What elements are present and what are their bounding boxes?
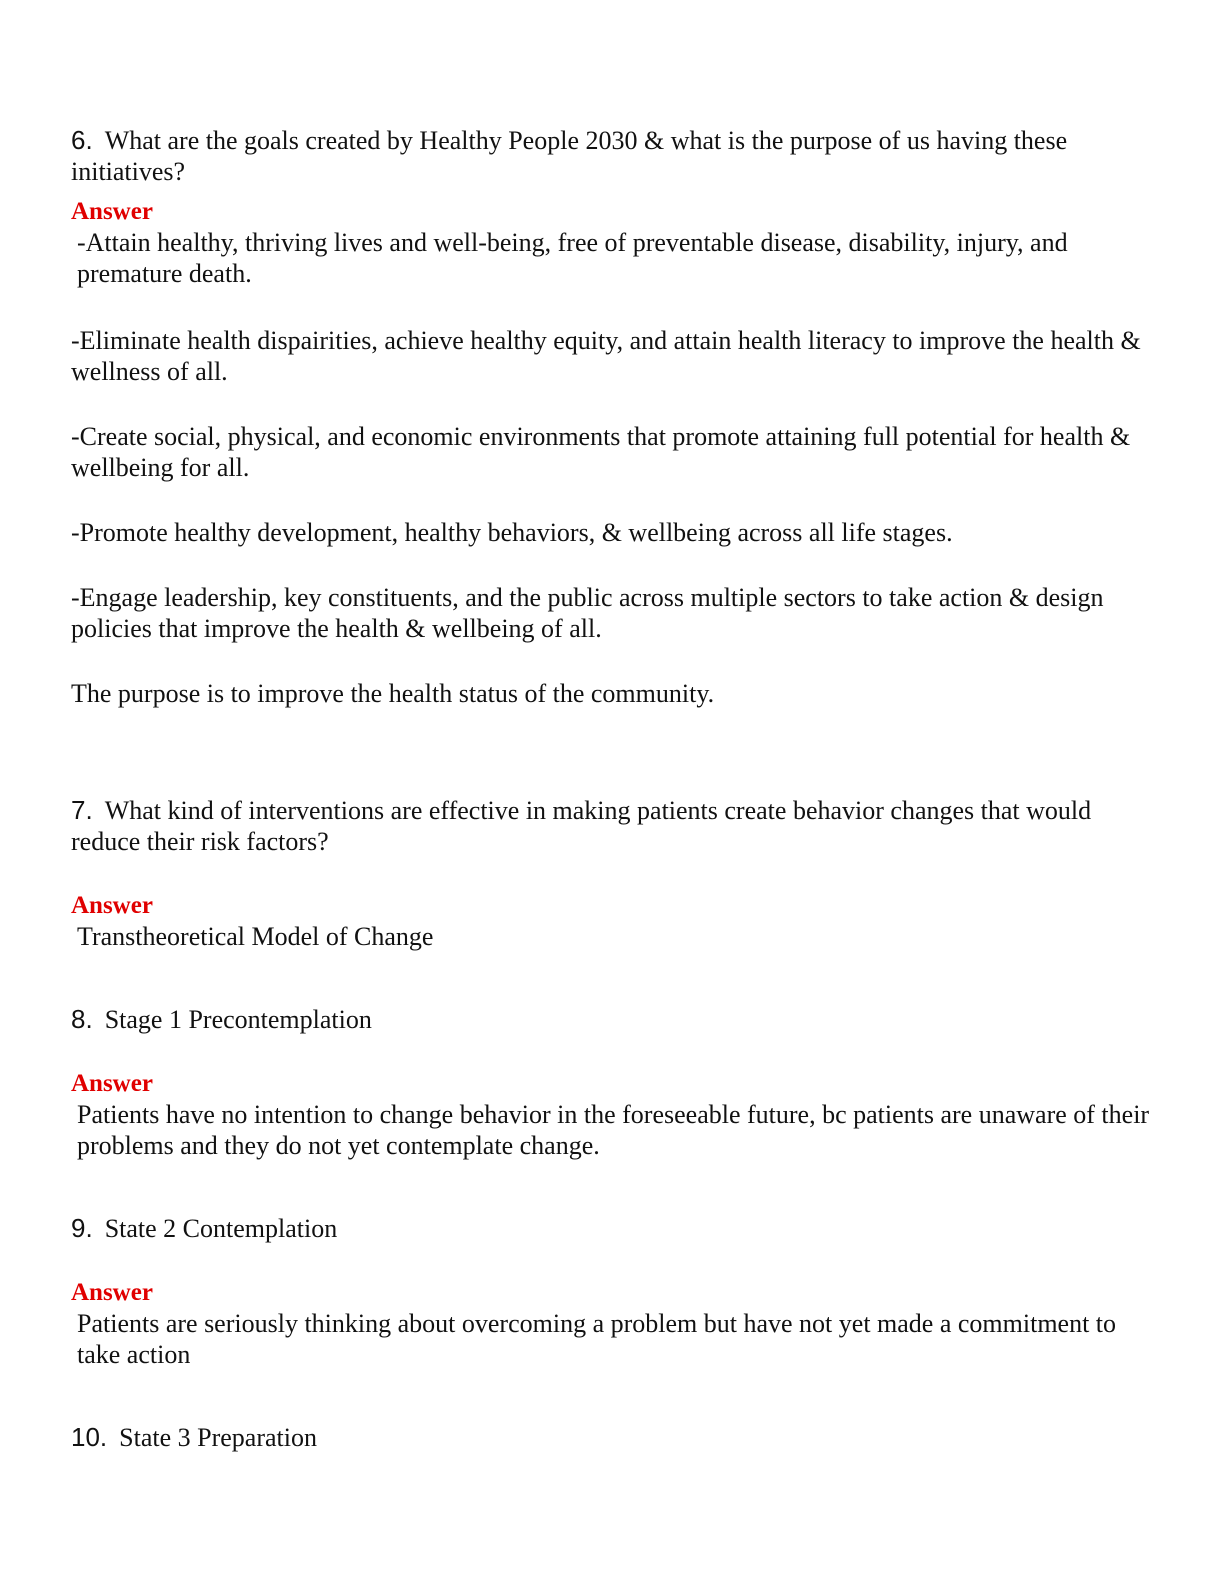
question-7 bbox=[71, 795, 1151, 952]
answer-paragraph: -Eliminate health dispairities, achieve healthy equity, and attain health literacy to improve the health & wellness of all. bbox=[71, 326, 1141, 386]
answer-label: Answer bbox=[71, 1279, 153, 1306]
question-6 bbox=[71, 125, 1151, 709]
document-page bbox=[71, 125, 1151, 1453]
answer-paragraph: Patients are seriously thinking about overcoming a problem but have not yet made a commitment to take action bbox=[77, 1309, 1117, 1369]
answer-label: Answer bbox=[71, 892, 153, 919]
question-number: 6. bbox=[71, 125, 93, 155]
answer-paragraph: -Promote healthy development, healthy behaviors, & wellbeing across all life stages. bbox=[71, 518, 953, 547]
question-10 bbox=[71, 1422, 1151, 1453]
question-8 bbox=[71, 1004, 1151, 1161]
question-text: 7. What kind of interventions are effective in making patients create behavior changes that would reduce their risk factors? bbox=[71, 795, 1092, 856]
answer-label: Answer bbox=[71, 1070, 153, 1097]
answer-paragraph: Patients have no intention to change behavior in the foreseeable future, bc patients are unaware of their problems and they do not yet contemplate change. bbox=[77, 1100, 1150, 1160]
question-number: 9. bbox=[71, 1213, 93, 1243]
answer-paragraph: Transtheoretical Model of Change bbox=[77, 922, 434, 951]
question-number: 7. bbox=[71, 795, 93, 825]
question-number: 8. bbox=[71, 1004, 93, 1034]
question-9 bbox=[71, 1213, 1151, 1370]
answer-paragraph: The purpose is to improve the health status of the community. bbox=[71, 679, 715, 708]
answer-label: Answer bbox=[71, 198, 153, 225]
answer-paragraph: -Attain healthy, thriving lives and well-being, free of preventable disease, disability, injury, and premature death. bbox=[77, 228, 1068, 288]
question-text: 9. State 2 Contemplation bbox=[71, 1213, 338, 1243]
answer-paragraph: -Engage leadership, key constituents, and the public across multiple sectors to take action & design policies that improve the health & wellbeing of all. bbox=[71, 583, 1104, 643]
question-text: 10. State 3 Preparation bbox=[71, 1422, 317, 1452]
question-number: 10. bbox=[71, 1422, 108, 1452]
answer-paragraph: -Create social, physical, and economic environments that promote attaining full potential for health & wellbeing for all. bbox=[71, 422, 1131, 482]
question-text: 8. Stage 1 Precontemplation bbox=[71, 1004, 372, 1034]
question-text: 6. What are the goals created by Healthy People 2030 & what is the purpose of us having these initiatives? bbox=[71, 125, 1068, 186]
